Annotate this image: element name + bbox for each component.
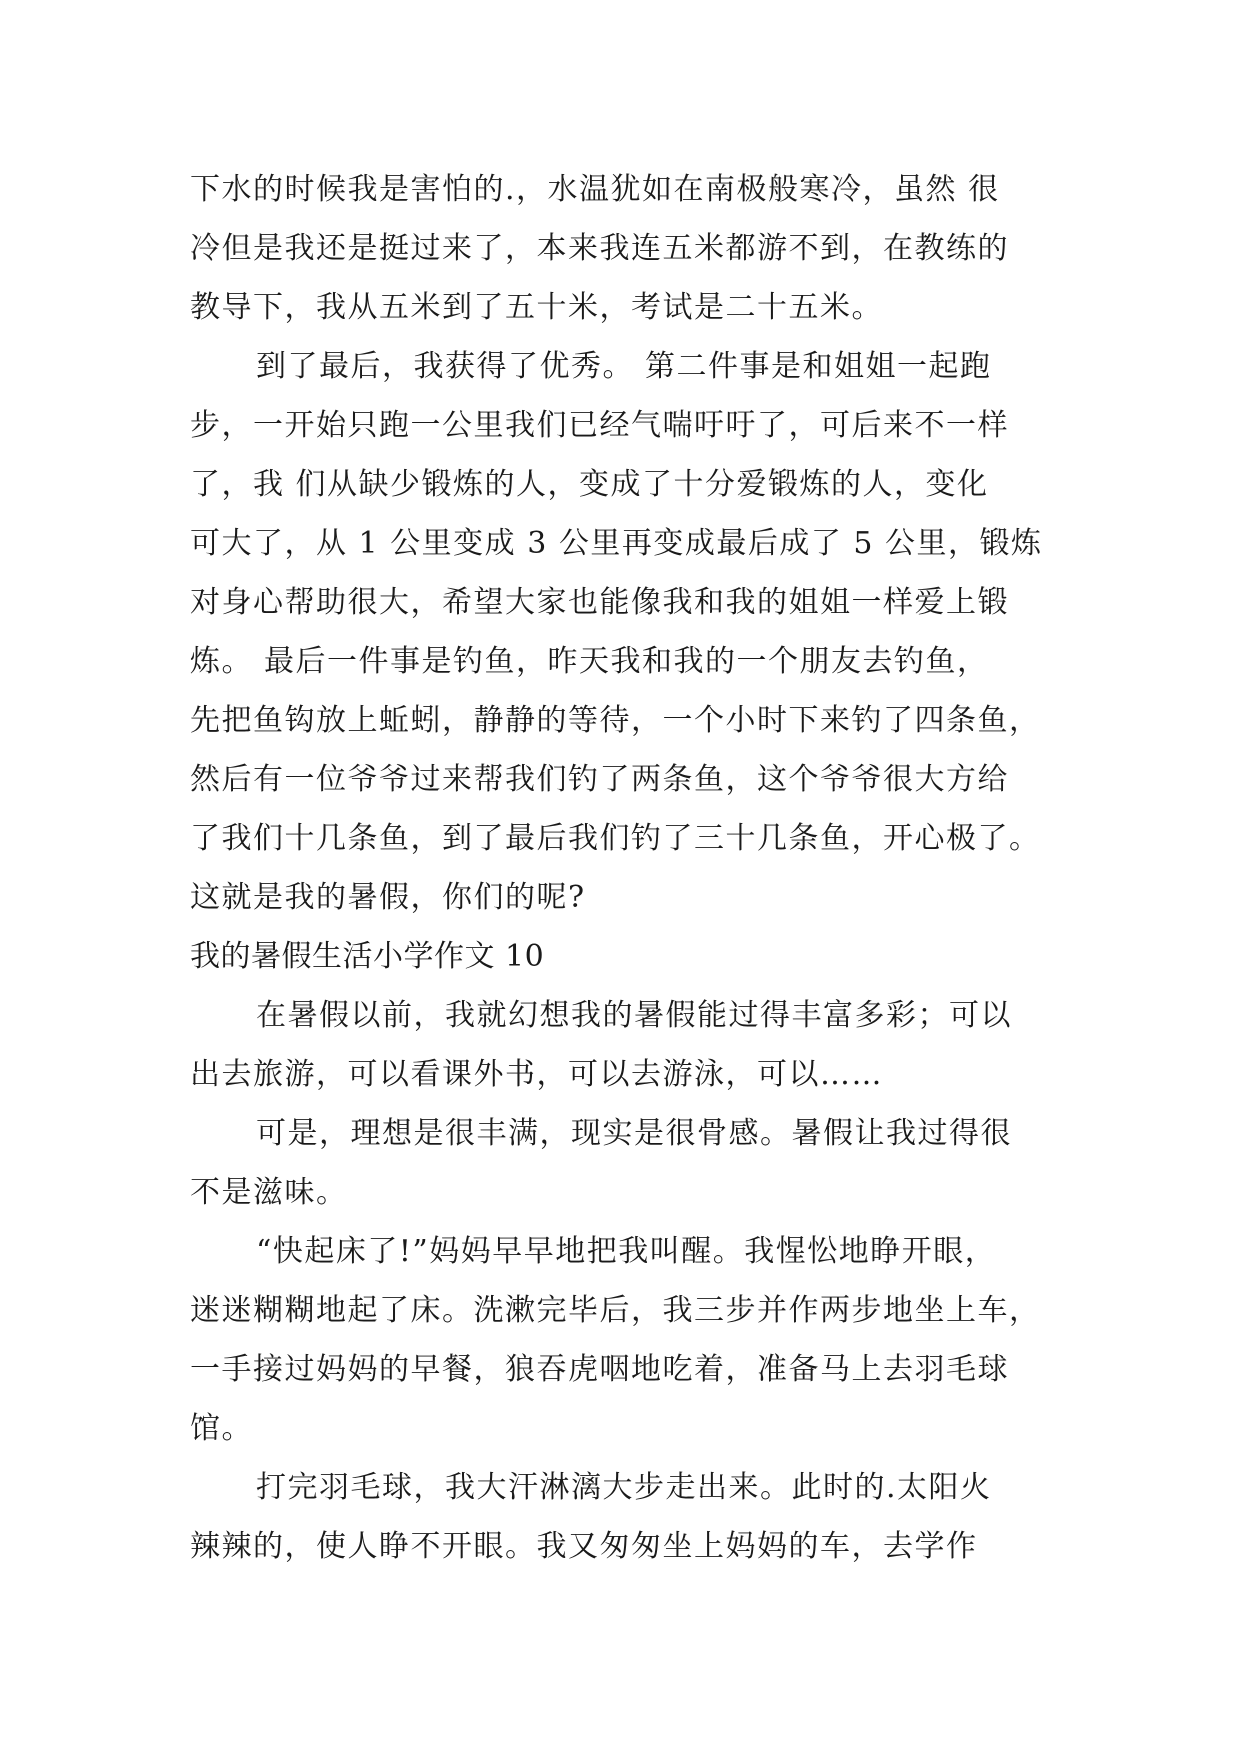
text-line: 这就是我的暑假，你们的呢? bbox=[190, 880, 586, 915]
text-line: 可大了，从 1 公里变成 3 公里再变成最后成了 5 公里，锻炼 bbox=[190, 526, 1043, 561]
text-line: 不是滋味。 bbox=[190, 1175, 348, 1210]
text-line: 步，一开始只跑一公里我们已经气喘吁吁了，可后来不一样 bbox=[190, 408, 1009, 443]
paragraph bbox=[190, 986, 1050, 1104]
text-line: 出去旅游，可以看课外书，可以去游泳，可以…… bbox=[190, 1057, 883, 1092]
text-line: “快起床了!”妈妈早早地把我叫醒。我惺忪地睁开眼， bbox=[256, 1234, 997, 1269]
section-heading bbox=[190, 927, 1050, 986]
text-line: 迷迷糊糊地起了床。洗漱完毕后，我三步并作两步地坐上车， bbox=[190, 1293, 1041, 1328]
text-line: 打完羽毛球，我大汗淋漓大步走出来。此时的.太阳火 bbox=[256, 1470, 992, 1505]
paragraph bbox=[190, 1458, 1050, 1576]
heading-text: 我的暑假生活小学作文 10 bbox=[190, 939, 545, 974]
text-line: 了，我 们从缺少锻炼的人，变成了十分爱锻炼的人，变化 bbox=[190, 467, 989, 502]
text-line: 可是，理想是很丰满，现实是很骨感。暑假让我过得很 bbox=[256, 1116, 1012, 1151]
text-line: 冷但是我还是挺过来了，本来我连五米都游不到，在教练的 bbox=[190, 231, 1009, 266]
text-line: 在暑假以前，我就幻想我的暑假能过得丰富多彩；可以 bbox=[256, 998, 1012, 1033]
text-line: 教导下，我从五米到了五十米，考试是二十五米。 bbox=[190, 290, 883, 325]
document-page bbox=[190, 160, 1050, 1576]
text-line: 辣辣的，使人睁不开眼。我又匆匆坐上妈妈的车，去学作 bbox=[190, 1529, 978, 1564]
text-line: 下水的时候我是害怕的.，水温犹如在南极般寒冷，虽然 很 bbox=[190, 172, 1000, 207]
paragraph bbox=[190, 160, 1050, 337]
text-line: 然后有一位爷爷过来帮我们钓了两条鱼，这个爷爷很大方给 bbox=[190, 762, 1009, 797]
paragraph bbox=[190, 1222, 1050, 1458]
text-line: 先把鱼钩放上蚯蚓，静静的等待，一个小时下来钓了四条鱼， bbox=[190, 703, 1041, 738]
text-line: 到了最后，我获得了优秀。 第二件事是和姐姐一起跑 bbox=[256, 349, 992, 384]
paragraph bbox=[190, 1104, 1050, 1222]
text-line: 了我们十几条鱼，到了最后我们钓了三十几条鱼，开心极了。 bbox=[190, 821, 1041, 856]
text-line: 炼。 最后一件事是钓鱼，昨天我和我的一个朋友去钓鱼， bbox=[190, 644, 989, 679]
text-line: 馆。 bbox=[190, 1411, 253, 1446]
text-line: 对身心帮助很大，希望大家也能像我和我的姐姐一样爱上锻 bbox=[190, 585, 1009, 620]
text-line: 一手接过妈妈的早餐，狼吞虎咽地吃着，准备马上去羽毛球 bbox=[190, 1352, 1009, 1387]
paragraph bbox=[190, 337, 1050, 927]
